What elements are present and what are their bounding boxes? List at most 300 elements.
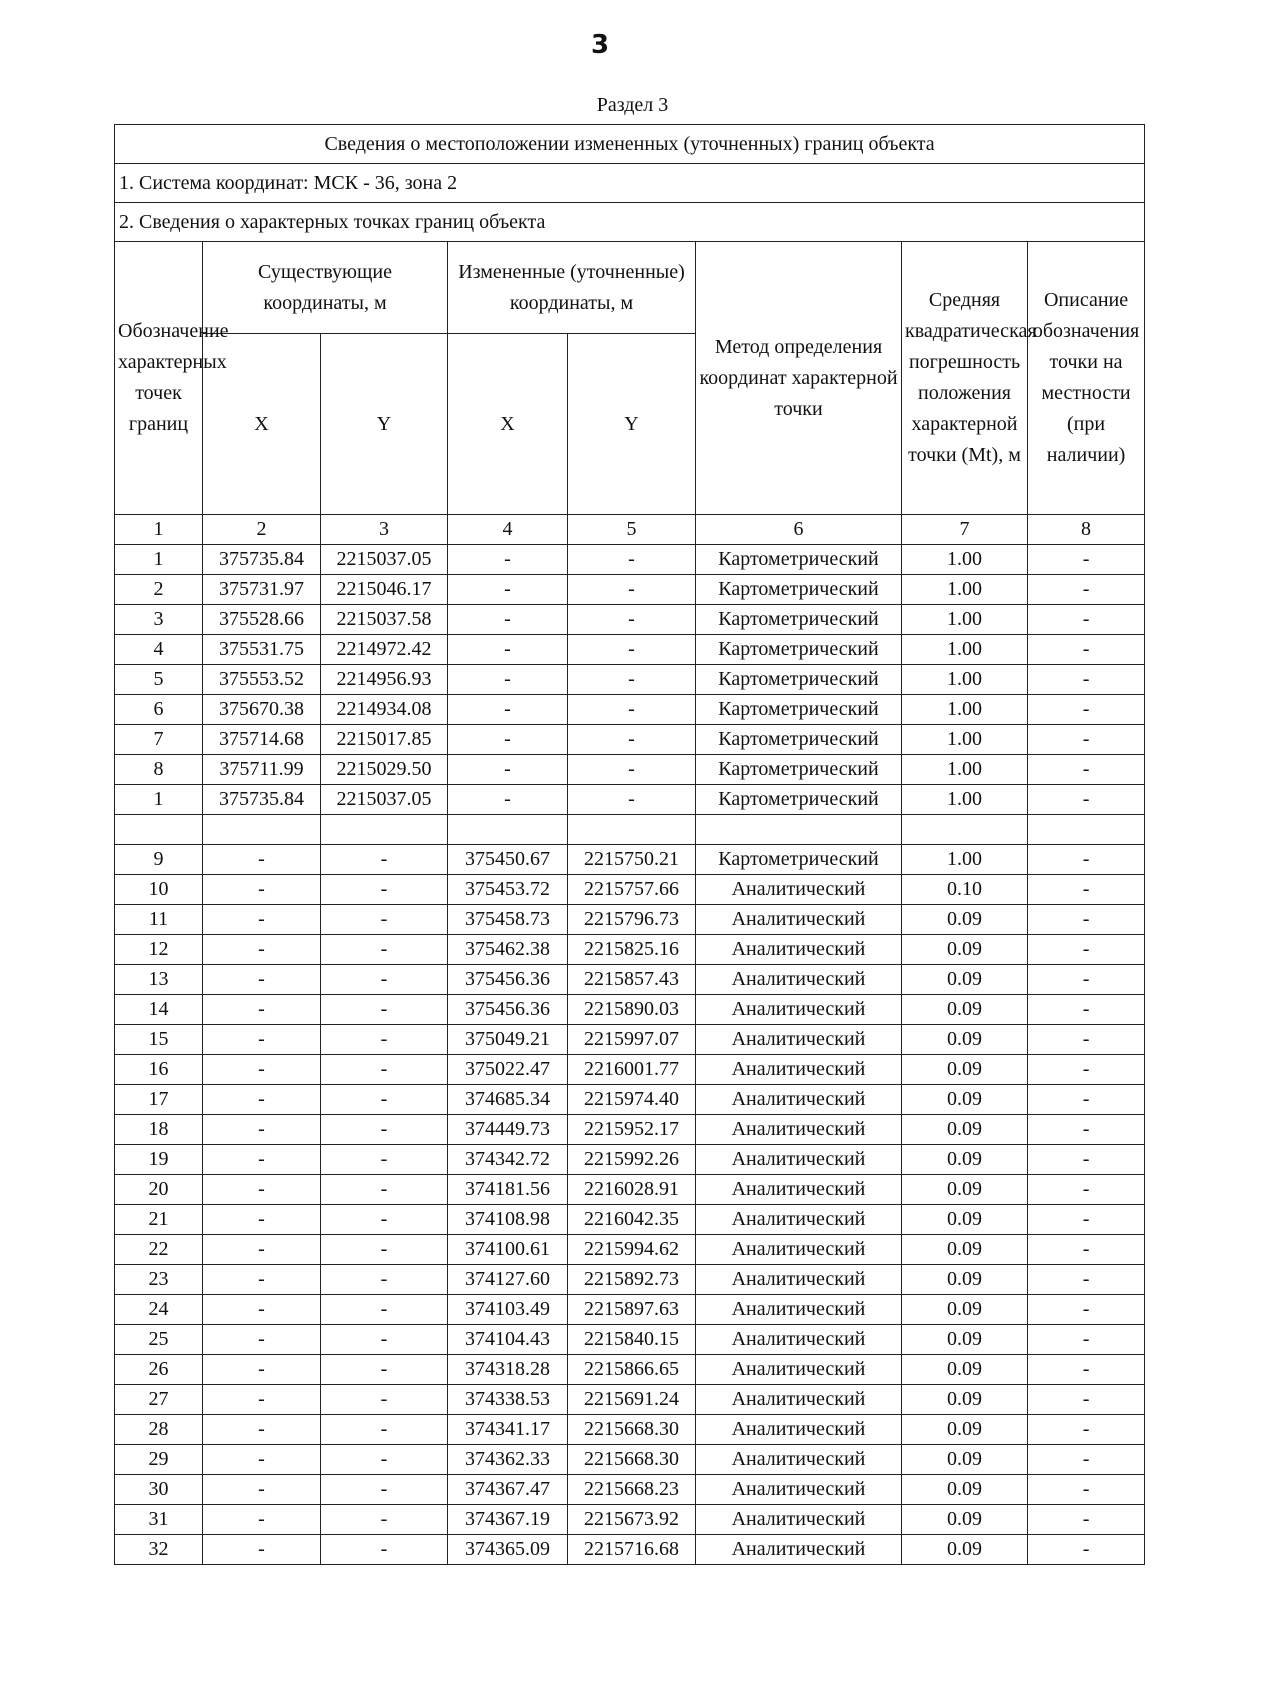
method-cell: Аналитический [696,1145,902,1175]
error-cell: 0.09 [902,1295,1028,1325]
point-id-cell: 7 [115,725,203,755]
method-cell: Аналитический [696,1025,902,1055]
changed-x-cell: 374367.47 [448,1475,568,1505]
method-cell: Аналитический [696,1295,902,1325]
method-cell: Аналитический [696,1505,902,1535]
empty-cell [568,815,696,845]
changed-x-cell: - [448,785,568,815]
column-number: 3 [321,515,448,545]
point-id-cell: 25 [115,1325,203,1355]
method-cell: Аналитический [696,1355,902,1385]
changed-y-cell: 2216028.91 [568,1175,696,1205]
existing-y-cell: - [321,1025,448,1055]
error-cell: 1.00 [902,545,1028,575]
column-number: 6 [696,515,902,545]
existing-x-cell: - [203,935,321,965]
changed-y-cell: 2215992.26 [568,1145,696,1175]
changed-y-cell: 2215840.15 [568,1325,696,1355]
error-cell: 0.09 [902,905,1028,935]
table-row [115,725,1145,755]
boundary-points-table [114,124,1145,1565]
existing-x-cell: - [203,995,321,1025]
existing-x-cell: 375735.84 [203,785,321,815]
error-cell: 0.09 [902,995,1028,1025]
method-cell: Аналитический [696,905,902,935]
existing-x-cell: - [203,1295,321,1325]
method-cell: Аналитический [696,875,902,905]
table-row [115,1475,1145,1505]
error-cell: 1.00 [902,725,1028,755]
existing-x-cell: - [203,1445,321,1475]
description-cell: - [1028,995,1145,1025]
description-cell: - [1028,575,1145,605]
method-cell: Картометрический [696,665,902,695]
existing-x-cell: - [203,1505,321,1535]
column-numbers-row [115,515,1145,545]
point-id-cell: 20 [115,1175,203,1205]
table-row [115,1055,1145,1085]
method-cell: Картометрический [696,725,902,755]
existing-x-cell: - [203,1265,321,1295]
changed-y-cell: 2215796.73 [568,905,696,935]
existing-x-cell: - [203,1115,321,1145]
method-cell: Картометрический [696,575,902,605]
method-cell: Аналитический [696,1085,902,1115]
method-cell: Аналитический [696,935,902,965]
description-cell: - [1028,695,1145,725]
existing-x-cell: 375670.38 [203,695,321,725]
changed-x-cell: 375022.47 [448,1055,568,1085]
error-cell: 0.09 [902,1535,1028,1565]
method-cell: Аналитический [696,1325,902,1355]
method-cell: Аналитический [696,1535,902,1565]
error-cell: 0.09 [902,1055,1028,1085]
point-id-cell: 27 [115,1385,203,1415]
changed-y-cell: 2215890.03 [568,995,696,1025]
existing-y-cell: - [321,1205,448,1235]
error-cell: 0.09 [902,1025,1028,1055]
error-cell: 0.09 [902,1145,1028,1175]
existing-y-cell: - [321,875,448,905]
changed-x-cell: 375458.73 [448,905,568,935]
method-cell: Аналитический [696,1385,902,1415]
changed-x-cell: 375450.67 [448,845,568,875]
changed-y-cell: 2215866.65 [568,1355,696,1385]
error-cell: 0.09 [902,1415,1028,1445]
existing-y-cell: 2214956.93 [321,665,448,695]
changed-x-cell: 374127.60 [448,1265,568,1295]
changed-y-cell: 2215974.40 [568,1085,696,1115]
changed-x-cell: 374108.98 [448,1205,568,1235]
method-cell: Аналитический [696,1205,902,1235]
header-method: Метод определения координат характерной точки [696,242,902,515]
table-title: Сведения о местоположении измененных (уточненных) границ объекта [115,125,1145,164]
method-cell: Аналитический [696,1445,902,1475]
table-row [115,1265,1145,1295]
existing-y-cell: - [321,1475,448,1505]
point-id-cell: 11 [115,905,203,935]
empty-cell [696,815,902,845]
header-y-changed: Y [568,334,696,515]
changed-x-cell: 375456.36 [448,965,568,995]
changed-x-cell: - [448,545,568,575]
point-id-cell: 24 [115,1295,203,1325]
changed-y-cell: 2215668.30 [568,1445,696,1475]
point-id-cell: 14 [115,995,203,1025]
existing-x-cell: - [203,845,321,875]
table-row [115,1355,1145,1385]
separator-row [115,815,1145,845]
existing-y-cell: - [321,1505,448,1535]
changed-y-cell: 2215825.16 [568,935,696,965]
description-cell: - [1028,725,1145,755]
point-id-cell: 23 [115,1265,203,1295]
description-cell: - [1028,665,1145,695]
changed-y-cell: 2215952.17 [568,1115,696,1145]
existing-x-cell: - [203,1025,321,1055]
existing-x-cell: - [203,1205,321,1235]
table-row [115,1385,1145,1415]
point-id-cell: 31 [115,1505,203,1535]
changed-x-cell: 374100.61 [448,1235,568,1265]
table-row [115,1145,1145,1175]
existing-x-cell: 375553.52 [203,665,321,695]
table-row [115,965,1145,995]
changed-y-cell: - [568,665,696,695]
existing-y-cell: 2215037.05 [321,545,448,575]
table-row [115,545,1145,575]
point-id-cell: 21 [115,1205,203,1235]
existing-x-cell: - [203,875,321,905]
description-cell: - [1028,1235,1145,1265]
existing-y-cell: 2215046.17 [321,575,448,605]
existing-x-cell: 375731.97 [203,575,321,605]
description-cell: - [1028,1085,1145,1115]
changed-y-cell: 2215892.73 [568,1265,696,1295]
point-id-cell: 22 [115,1235,203,1265]
error-cell: 0.09 [902,935,1028,965]
column-number: 4 [448,515,568,545]
table-row [115,1445,1145,1475]
existing-x-cell: - [203,965,321,995]
empty-cell [115,815,203,845]
existing-x-cell: 375531.75 [203,635,321,665]
existing-y-cell: - [321,1325,448,1355]
changed-x-cell: 374685.34 [448,1085,568,1115]
existing-x-cell: - [203,1535,321,1565]
changed-x-cell: - [448,605,568,635]
existing-x-cell: - [203,1325,321,1355]
column-number: 2 [203,515,321,545]
existing-y-cell: 2215037.58 [321,605,448,635]
description-cell: - [1028,1505,1145,1535]
method-cell: Картометрический [696,695,902,725]
existing-y-cell: - [321,1445,448,1475]
method-cell: Аналитический [696,1265,902,1295]
table-row [115,1085,1145,1115]
existing-y-cell: - [321,995,448,1025]
description-cell: - [1028,1025,1145,1055]
error-cell: 0.09 [902,1355,1028,1385]
existing-x-cell: 375714.68 [203,725,321,755]
header-error: Средняя квадратическая погрешность положения характерной точки (Mt), м [902,242,1028,515]
changed-y-cell: - [568,695,696,725]
error-cell: 1.00 [902,695,1028,725]
point-id-cell: 28 [115,1415,203,1445]
points-heading: 2. Сведения о характерных точках границ объекта [115,203,1145,242]
existing-y-cell: - [321,1085,448,1115]
method-cell: Аналитический [696,995,902,1025]
error-cell: 1.00 [902,605,1028,635]
changed-x-cell: 374103.49 [448,1295,568,1325]
existing-y-cell: - [321,965,448,995]
method-cell: Аналитический [696,965,902,995]
column-number: 8 [1028,515,1145,545]
existing-y-cell: - [321,1385,448,1415]
header-designation: Обозначение характерных точек границ [115,242,203,515]
changed-x-cell: 375462.38 [448,935,568,965]
changed-y-cell: 2215757.66 [568,875,696,905]
column-number: 7 [902,515,1028,545]
error-cell: 0.09 [902,965,1028,995]
point-id-cell: 26 [115,1355,203,1385]
description-cell: - [1028,965,1145,995]
changed-y-cell: - [568,635,696,665]
changed-x-cell: - [448,635,568,665]
description-cell: - [1028,875,1145,905]
existing-x-cell: - [203,905,321,935]
header-existing-coordinates: Существующие координаты, м [203,242,448,334]
method-cell: Картометрический [696,635,902,665]
existing-x-cell: 375735.84 [203,545,321,575]
point-id-cell: 8 [115,755,203,785]
existing-y-cell: - [321,1355,448,1385]
point-id-cell: 12 [115,935,203,965]
header-x-changed: X [448,334,568,515]
table-row [115,1175,1145,1205]
changed-x-cell: 375456.36 [448,995,568,1025]
changed-x-cell: 374318.28 [448,1355,568,1385]
existing-y-cell: - [321,1535,448,1565]
point-id-cell: 13 [115,965,203,995]
method-cell: Аналитический [696,1115,902,1145]
method-cell: Аналитический [696,1475,902,1505]
changed-x-cell: - [448,665,568,695]
table-row [115,905,1145,935]
table-row [115,755,1145,785]
existing-y-cell: - [321,845,448,875]
description-cell: - [1028,935,1145,965]
method-cell: Картометрический [696,845,902,875]
point-id-cell: 9 [115,845,203,875]
table-row [115,665,1145,695]
table-row [115,1505,1145,1535]
table-row [115,845,1145,875]
empty-cell [902,815,1028,845]
changed-x-cell: - [448,575,568,605]
existing-x-cell: - [203,1235,321,1265]
description-cell: - [1028,545,1145,575]
error-cell: 1.00 [902,785,1028,815]
existing-y-cell: - [321,1265,448,1295]
changed-y-cell: 2215994.62 [568,1235,696,1265]
changed-x-cell: 374449.73 [448,1115,568,1145]
method-cell: Аналитический [696,1175,902,1205]
changed-x-cell: 374342.72 [448,1145,568,1175]
description-cell: - [1028,1385,1145,1415]
description-cell: - [1028,1055,1145,1085]
table-row [115,1235,1145,1265]
header-changed-coordinates: Измененные (уточненные) координаты, м [448,242,696,334]
description-cell: - [1028,1295,1145,1325]
changed-y-cell: 2215857.43 [568,965,696,995]
changed-y-cell: - [568,545,696,575]
changed-x-cell: 374341.17 [448,1415,568,1445]
error-cell: 0.09 [902,1085,1028,1115]
existing-y-cell: - [321,1145,448,1175]
point-id-cell: 4 [115,635,203,665]
point-id-cell: 2 [115,575,203,605]
error-cell: 1.00 [902,575,1028,605]
method-cell: Аналитический [696,1415,902,1445]
existing-y-cell: 2214972.42 [321,635,448,665]
section-title: Раздел 3 [596,94,669,116]
existing-y-cell: - [321,935,448,965]
changed-y-cell: - [568,755,696,785]
point-id-cell: 32 [115,1535,203,1565]
point-id-cell: 30 [115,1475,203,1505]
table-row [115,1535,1145,1565]
description-cell: - [1028,1205,1145,1235]
existing-y-cell: - [321,1055,448,1085]
description-cell: - [1028,1535,1145,1565]
existing-y-cell: 2215029.50 [321,755,448,785]
description-cell: - [1028,755,1145,785]
error-cell: 1.00 [902,845,1028,875]
changed-x-cell: 374104.43 [448,1325,568,1355]
point-id-cell: 29 [115,1445,203,1475]
table-row [115,575,1145,605]
existing-x-cell: - [203,1415,321,1445]
changed-y-cell: 2216001.77 [568,1055,696,1085]
description-cell: - [1028,605,1145,635]
changed-y-cell: - [568,605,696,635]
existing-y-cell: - [321,1235,448,1265]
description-cell: - [1028,1175,1145,1205]
error-cell: 0.09 [902,1505,1028,1535]
point-id-cell: 17 [115,1085,203,1115]
description-cell: - [1028,785,1145,815]
existing-x-cell: 375711.99 [203,755,321,785]
method-cell: Картометрический [696,545,902,575]
error-cell: 1.00 [902,635,1028,665]
error-cell: 1.00 [902,755,1028,785]
error-cell: 0.09 [902,1205,1028,1235]
header-y-existing: Y [321,334,448,515]
existing-y-cell: - [321,1115,448,1145]
description-cell: - [1028,1445,1145,1475]
description-cell: - [1028,1145,1145,1175]
table-row [115,1115,1145,1145]
existing-x-cell: - [203,1355,321,1385]
existing-x-cell: - [203,1175,321,1205]
table-row [115,785,1145,815]
changed-x-cell: 374338.53 [448,1385,568,1415]
existing-x-cell: - [203,1385,321,1415]
description-cell: - [1028,1355,1145,1385]
description-cell: - [1028,1115,1145,1145]
description-cell: - [1028,905,1145,935]
point-id-cell: 5 [115,665,203,695]
changed-x-cell: 375453.72 [448,875,568,905]
changed-x-cell: - [448,755,568,785]
table-row [115,935,1145,965]
table-row [115,635,1145,665]
point-id-cell: 16 [115,1055,203,1085]
method-cell: Картометрический [696,785,902,815]
point-id-cell: 10 [115,875,203,905]
table-row [115,1325,1145,1355]
description-cell: - [1028,1415,1145,1445]
changed-y-cell: 2215897.63 [568,1295,696,1325]
header-x-existing: X [203,334,321,515]
point-id-cell: 18 [115,1115,203,1145]
changed-y-cell: - [568,725,696,755]
existing-x-cell: - [203,1085,321,1115]
changed-y-cell: 2215691.24 [568,1385,696,1415]
point-id-cell: 3 [115,605,203,635]
method-cell: Картометрический [696,755,902,785]
method-cell: Картометрический [696,605,902,635]
changed-y-cell: 2215668.30 [568,1415,696,1445]
existing-y-cell: 2215017.85 [321,725,448,755]
method-cell: Аналитический [696,1235,902,1265]
error-cell: 0.10 [902,875,1028,905]
error-cell: 0.09 [902,1475,1028,1505]
existing-x-cell: - [203,1055,321,1085]
changed-y-cell: - [568,575,696,605]
error-cell: 0.09 [902,1385,1028,1415]
method-cell: Аналитический [696,1055,902,1085]
table-row [115,1025,1145,1055]
point-id-cell: 6 [115,695,203,725]
changed-x-cell: 374181.56 [448,1175,568,1205]
error-cell: 0.09 [902,1235,1028,1265]
point-id-cell: 19 [115,1145,203,1175]
changed-y-cell: 2215668.23 [568,1475,696,1505]
table-row [115,605,1145,635]
changed-y-cell: - [568,785,696,815]
existing-x-cell: - [203,1475,321,1505]
error-cell: 0.09 [902,1325,1028,1355]
existing-y-cell: - [321,1295,448,1325]
changed-x-cell: 375049.21 [448,1025,568,1055]
description-cell: - [1028,635,1145,665]
point-id-cell: 1 [115,545,203,575]
error-cell: 0.09 [902,1175,1028,1205]
page-number: 3 [590,30,610,60]
table-row [115,1415,1145,1445]
empty-cell [321,815,448,845]
changed-x-cell: - [448,725,568,755]
existing-y-cell: 2214934.08 [321,695,448,725]
description-cell: - [1028,1475,1145,1505]
existing-y-cell: - [321,905,448,935]
error-cell: 0.09 [902,1445,1028,1475]
changed-y-cell: 2215716.68 [568,1535,696,1565]
existing-x-cell: - [203,1145,321,1175]
empty-cell [1028,815,1145,845]
